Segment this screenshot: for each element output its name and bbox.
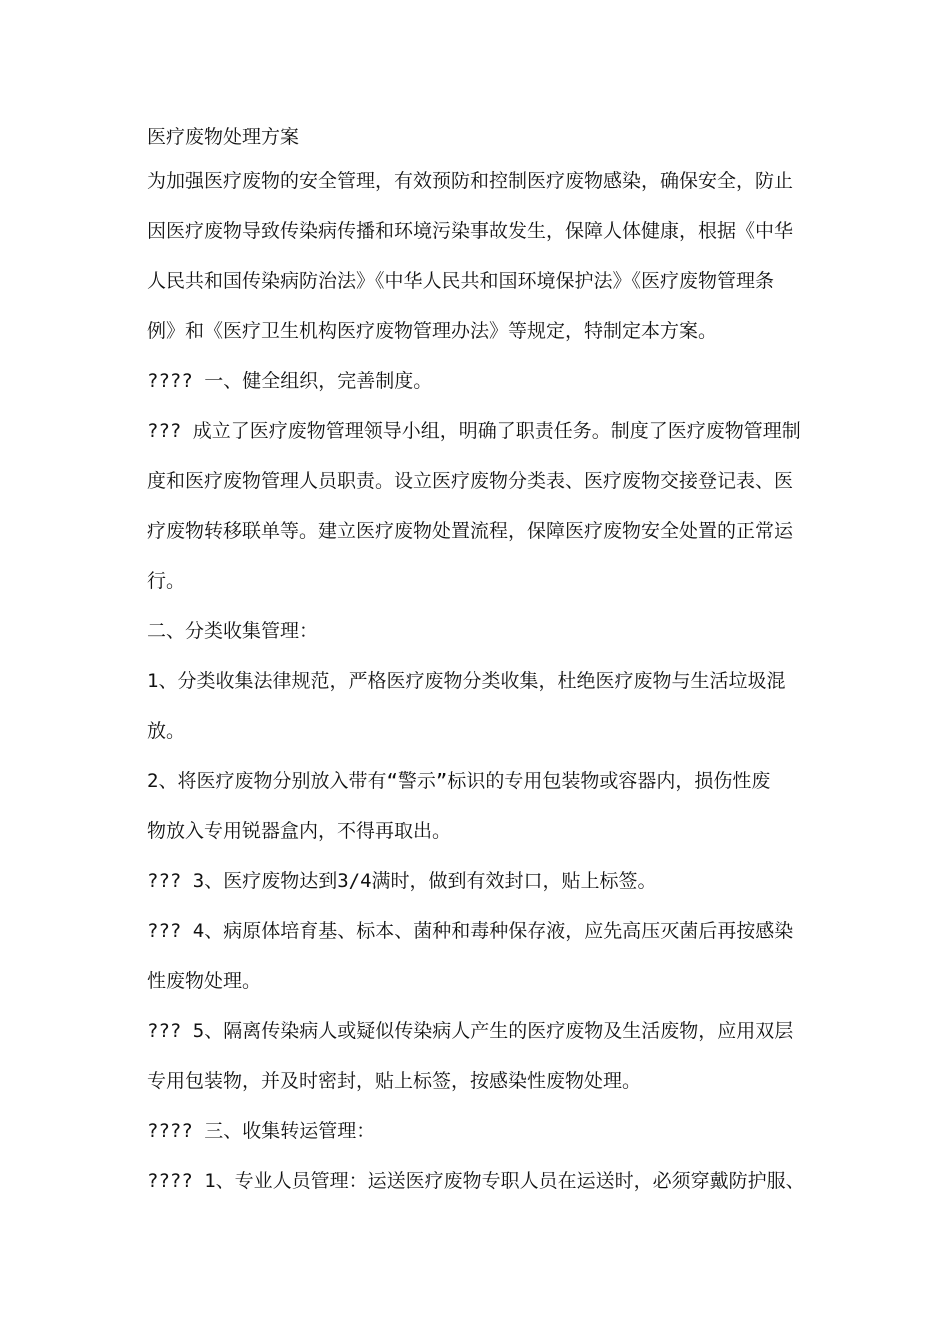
- body-line: ??? 3、医疗废物达到3/4满时，做到有效封口，贴上标签。: [147, 870, 657, 892]
- section-heading: ???? 三、收集转运管理：: [147, 1120, 376, 1142]
- body-line: 行。: [147, 570, 186, 592]
- body-line: 例》和《医疗卫生机构医疗废物管理办法》等规定，特制定本方案。: [147, 320, 718, 342]
- body-line: 专用包装物，并及时密封，贴上标签，按感染性废物处理。: [147, 1070, 642, 1092]
- body-line: 度和医疗废物管理人员职责。设立医疗废物分类表、医疗废物交接登记表、医: [147, 470, 794, 492]
- body-line: 性废物处理。: [147, 970, 262, 992]
- body-line: 2、将医疗废物分别放入带有“警示”标识的专用包装物或容器内，损伤性废: [147, 770, 771, 792]
- body-line: 物放入专用锐器盒内，不得再取出。: [147, 820, 452, 842]
- body-line: ??? 成立了医疗废物管理领导小组，明确了职责任务。制度了医疗废物管理制: [147, 420, 801, 442]
- section-heading: ???? 一、健全组织，完善制度。: [147, 370, 433, 392]
- document-title: 医疗废物处理方案: [147, 126, 300, 148]
- body-line: 为加强医疗废物的安全管理，有效预防和控制医疗废物感染，确保安全，防止: [147, 170, 794, 192]
- section-heading: 二、分类收集管理：: [147, 620, 319, 642]
- body-line: 放。: [147, 720, 186, 742]
- body-line: ??? 5、隔离传染病人或疑似传染病人产生的医疗废物及生活废物，应用双层: [147, 1020, 794, 1042]
- body-line: 因医疗废物导致传染病传播和环境污染事故发生，保障人体健康，根据《中华: [147, 220, 794, 242]
- body-line: ???? 1、专业人员管理：运送医疗废物专职人员在运送时，必须穿戴防护服、: [147, 1170, 805, 1192]
- body-line: 疗废物转移联单等。建立医疗废物处置流程，保障医疗废物安全处置的正常运: [147, 520, 794, 542]
- body-line: 1、分类收集法律规范，严格医疗废物分类收集，杜绝医疗废物与生活垃圾混: [147, 670, 786, 692]
- body-line: ??? 4、病原体培育基、标本、菌种和毒种保存液，应先高压灭菌后再按感染: [147, 920, 794, 942]
- body-line: 人民共和国传染病防治法》《中华人民共和国环境保护法》《医疗废物管理条: [147, 270, 775, 292]
- document-body: [147, 168, 807, 1218]
